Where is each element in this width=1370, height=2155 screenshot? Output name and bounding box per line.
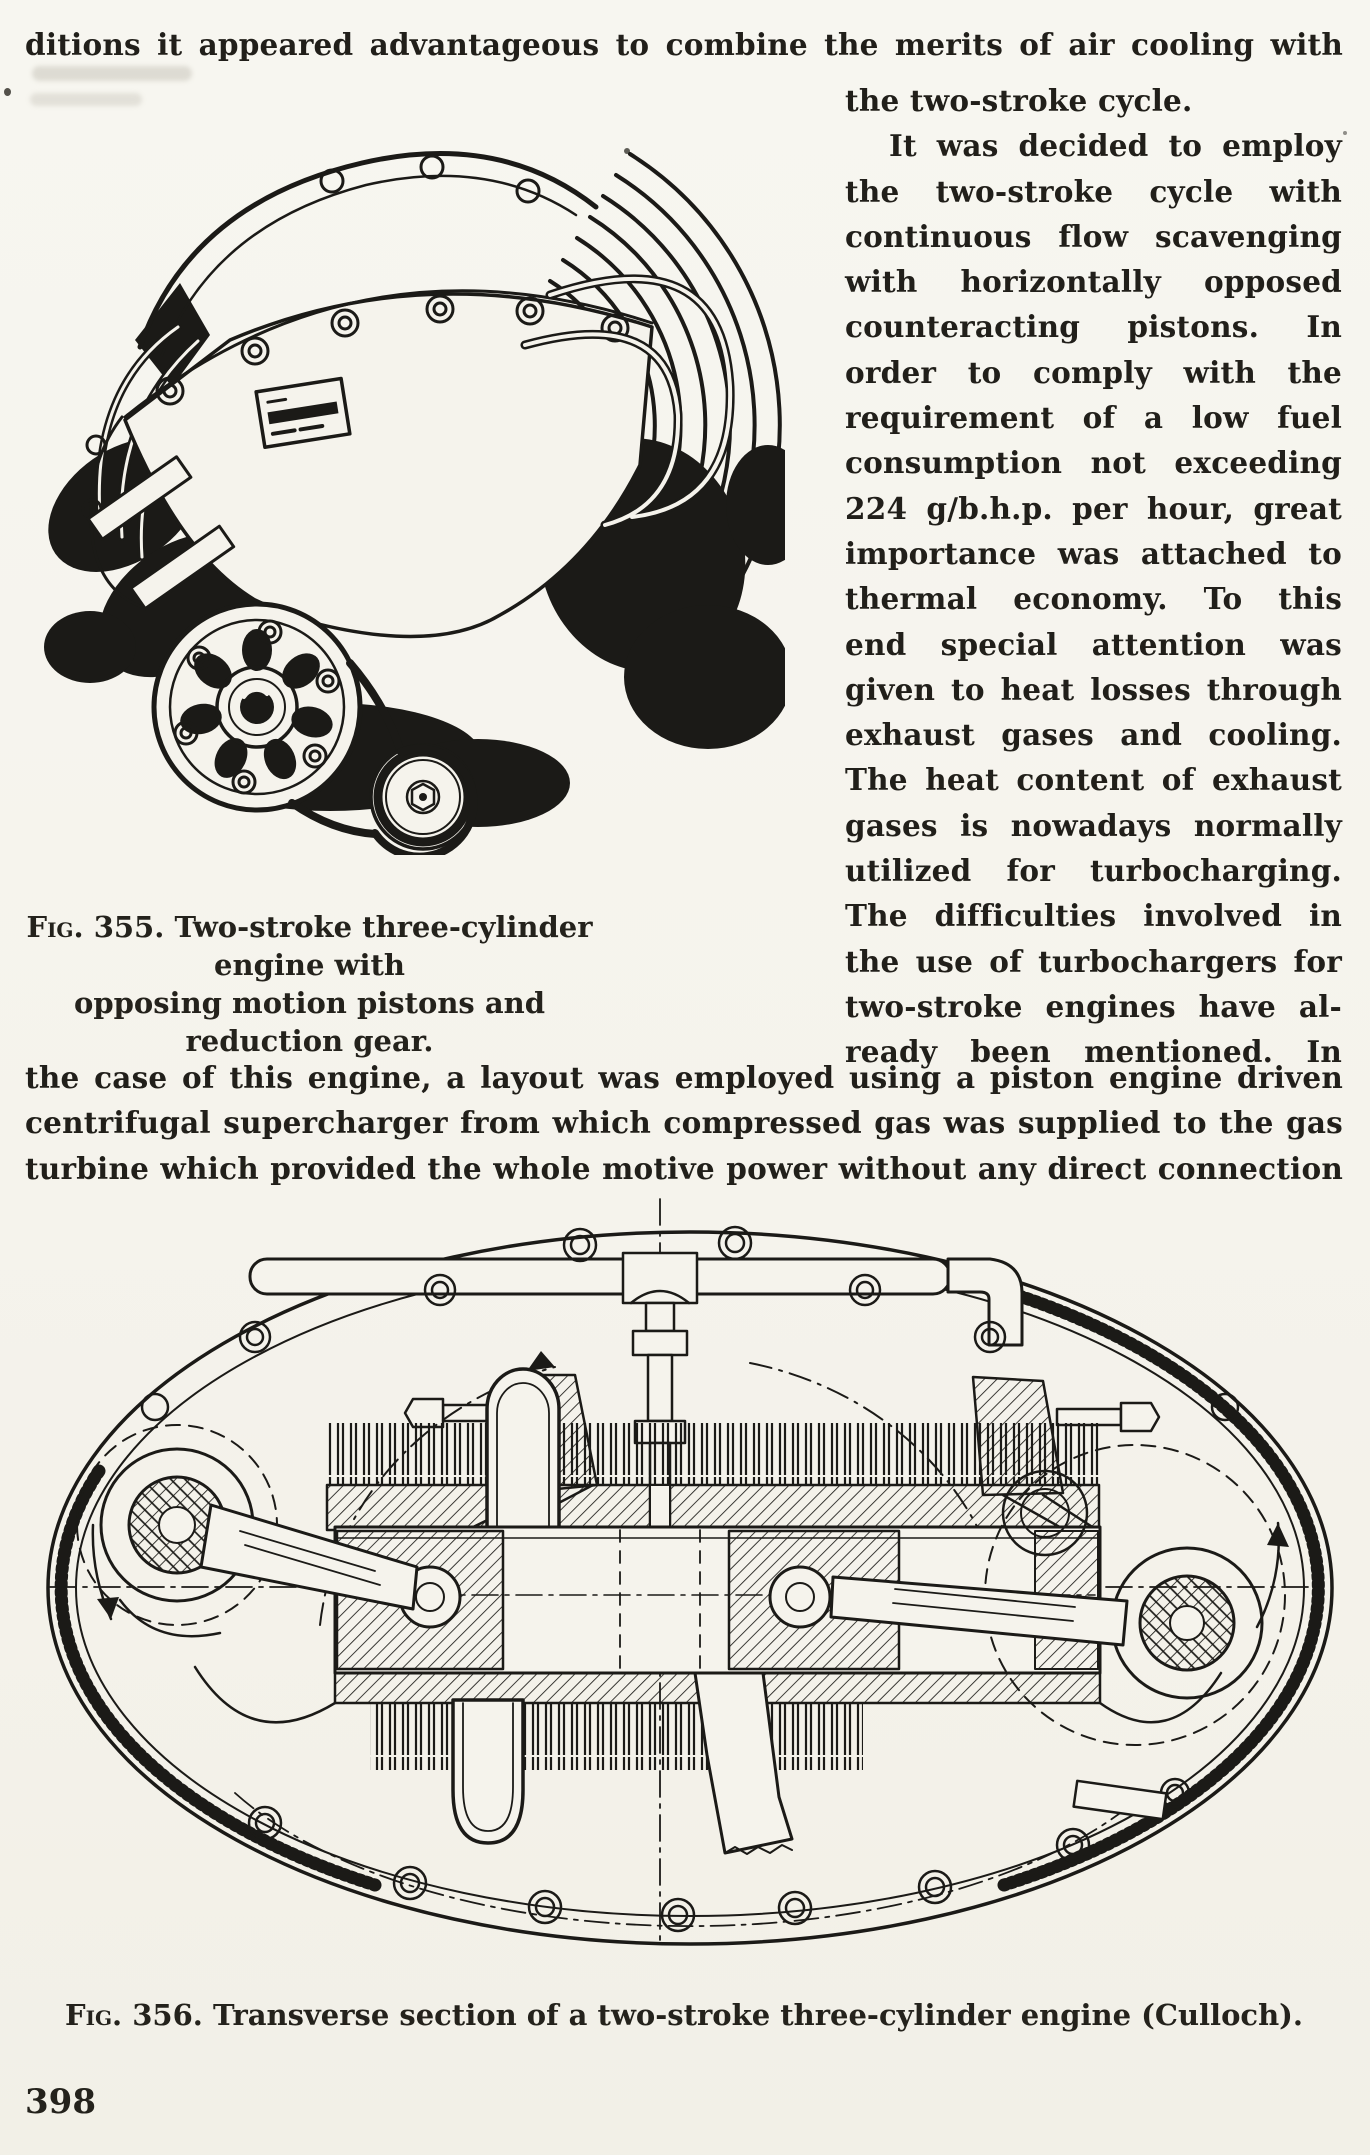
paragraph-top-line: ditions it appeared advantageous to combine the merits of air cooling with: [25, 27, 1343, 62]
text-line: thermal economy. To this: [845, 581, 1342, 617]
text-line: importance was attached to: [845, 535, 1342, 571]
fins-bottom: [370, 1703, 863, 1770]
text-line: given to heat losses through: [845, 671, 1342, 707]
fig355-caption-line1: Fig. 355. Two-stroke three-cylinder engine with: [26, 910, 593, 982]
text-line: turbine which provided the whole motive power without any direct connection: [25, 1150, 1343, 1186]
print-artifact: [32, 66, 192, 81]
text-line: with horizontally opposed: [845, 264, 1342, 300]
fig356-caption: Fig. 356. Transverse section of a two-stroke three-cylinder engine (Culloch).: [65, 1998, 1303, 2032]
text-line: two-stroke engines have al-: [845, 988, 1342, 1024]
text-line: counteracting pistons. In: [845, 309, 1342, 345]
deck-top: [327, 1485, 1099, 1530]
text-line: The heat content of exhaust: [845, 762, 1342, 798]
text-line: It was decided to employ: [889, 128, 1342, 164]
fig355-caption: [22, 908, 597, 1060]
text-line: exhaust gases and cooling.: [845, 717, 1342, 753]
text-line: requirement of a low fuel: [845, 400, 1342, 436]
ink-speck: [1343, 131, 1347, 135]
text-line: the two-stroke cycle with: [845, 173, 1342, 209]
fig356-label: Fig. 356.: [65, 1998, 203, 2032]
right-text-column: [845, 78, 1342, 1075]
fig355-engine-illustration: [30, 85, 785, 855]
stud-block-right: [1074, 1781, 1167, 1819]
fig356-section-drawing: [35, 1195, 1335, 1950]
fig355-label: Fig. 355.: [26, 910, 165, 944]
main-pulley: [154, 604, 360, 810]
text-line: continuous flow scavenging: [845, 218, 1342, 254]
text-line: the case of this engine, a layout was employed using a piston engine driven: [25, 1060, 1343, 1095]
text-line: ready been mentioned. In: [845, 1034, 1342, 1070]
text-line: The difficulties involved in: [845, 898, 1342, 934]
ink-speck: [4, 88, 11, 96]
nameplate: [256, 378, 350, 447]
text-line: order to comply with the: [845, 354, 1342, 390]
small-pulley: [371, 745, 475, 855]
fins-top: [327, 1423, 1099, 1485]
text-line: end special attention was: [845, 626, 1342, 662]
text-line: the use of turbochargers for: [845, 943, 1342, 979]
text-line: utilized for turbocharging.: [845, 853, 1342, 889]
text-line: 224 g/b.h.p. per hour, great: [845, 490, 1342, 526]
text-line: the two-stroke cycle.: [845, 83, 1193, 118]
fig355-caption-line2: opposing motion pistons and reduction gear.: [73, 986, 546, 1058]
text-line: consumption not exceeding: [845, 445, 1342, 481]
text-line: centrifugal supercharger from which compressed gas was supplied to the gas: [25, 1105, 1343, 1141]
paragraph-bottom: [25, 1055, 1343, 1191]
text-line: gases is nowadays normally: [845, 807, 1342, 843]
scavenge-pipe: [250, 1259, 950, 1294]
page-number: 398: [25, 2082, 96, 2122]
